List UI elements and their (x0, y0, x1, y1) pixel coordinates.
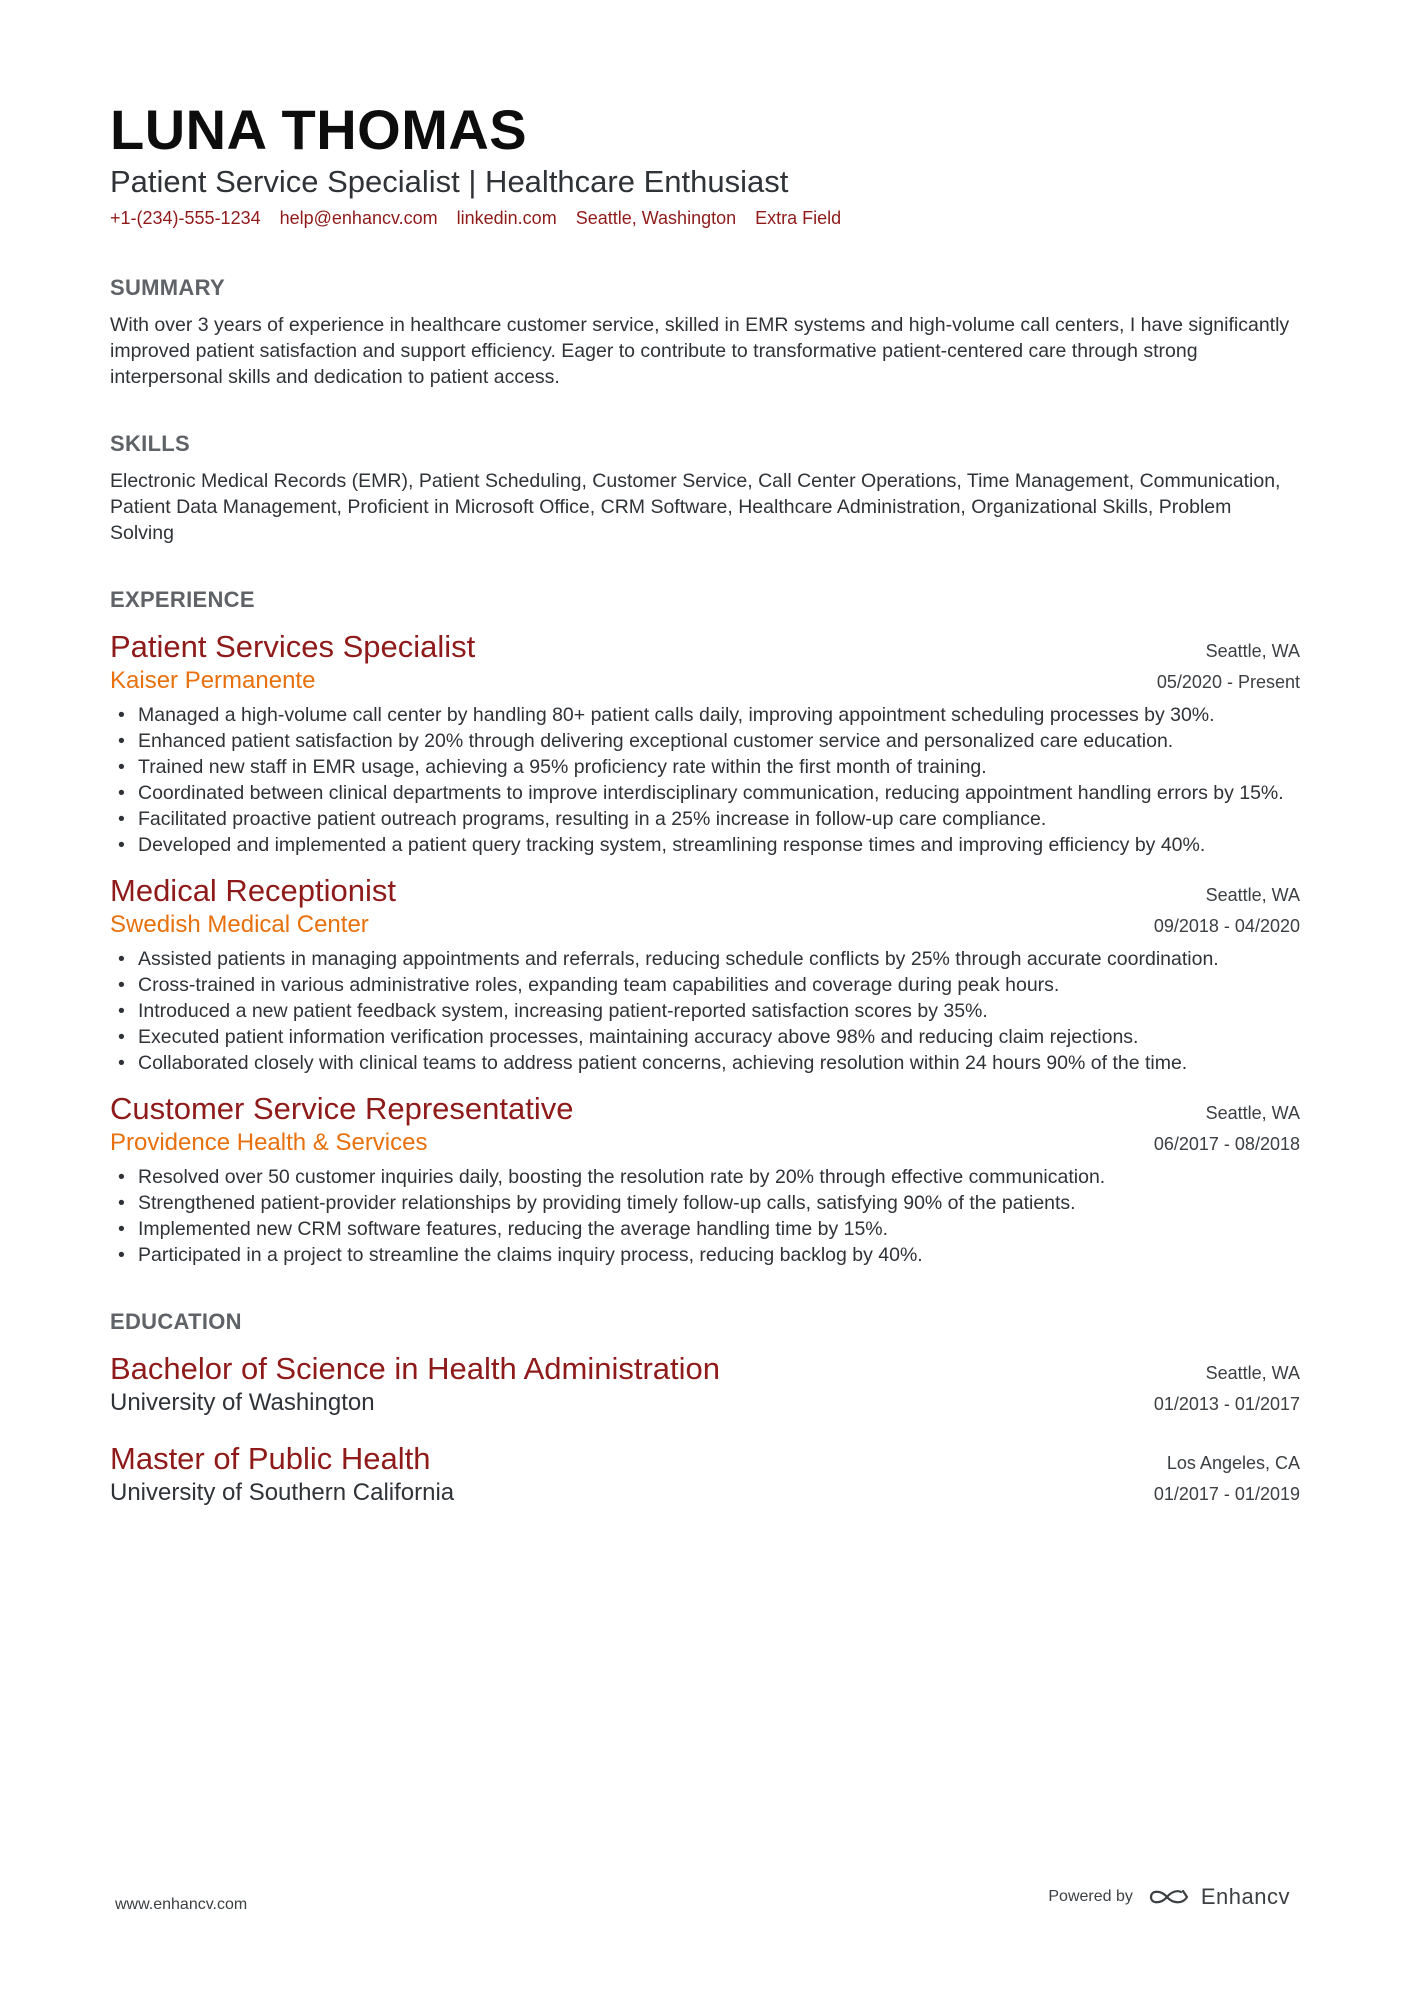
job-location: Seattle, WA (1205, 641, 1300, 661)
education-entry (110, 1350, 1300, 1418)
job-bullet: • Participated in a project to streamline the claims inquiry process, reducing backlog by 40%. (110, 1242, 1300, 1268)
job-bullet: • Coordinated between clinical departments to improve interdisciplinary communication, reducing appointment handling errors by 15%. (110, 780, 1300, 806)
skills-heading: SKILLS (110, 431, 191, 456)
job-bullet: • Resolved over 50 customer inquiries daily, boosting the resolution rate by 20% through effective communication. (110, 1164, 1300, 1190)
job-bullet: • Strengthened patient-provider relationships by providing timely follow-up calls, satisfying 90% of the patients. (110, 1190, 1300, 1216)
job-dates: 05/2020 - Present (1156, 672, 1300, 692)
footer-branding (1048, 1884, 1290, 1910)
enhancv-brand[interactable] (1147, 1884, 1290, 1910)
experience-entry (110, 872, 1300, 1076)
job-company: Providence Health & Services (110, 1129, 428, 1156)
skills-text: Electronic Medical Records (EMR), Patient Scheduling, Customer Service, Call Center Operations, Time Management, Communication, Patient Data Management, Proficient in Microsoft Office, CRM Software, Healthcare Administration, Organizational Skills, Problem Solving (110, 470, 1281, 544)
contact-extra-field: Extra Field (755, 208, 842, 228)
job-dates: 09/2018 - 04/2020 (1153, 916, 1300, 936)
job-role: Medical Receptionist (110, 873, 397, 908)
summary-heading: SUMMARY (110, 275, 225, 300)
education-location: Los Angeles, CA (1166, 1453, 1300, 1473)
job-company: Swedish Medical Center (110, 911, 369, 938)
job-bullets (110, 946, 1300, 1076)
job-location: Seattle, WA (1205, 1103, 1300, 1123)
job-location: Seattle, WA (1205, 885, 1300, 905)
candidate-title: Patient Service Specialist | Healthcare Enthusiast (110, 164, 789, 199)
experience-heading: EXPERIENCE (110, 587, 255, 612)
job-bullet: • Introduced a new patient feedback system, increasing patient-reported satisfaction scores by 35%. (110, 998, 1300, 1024)
enhancv-logo-icon (1147, 1885, 1193, 1909)
job-dates: 06/2017 - 08/2018 (1153, 1134, 1300, 1154)
contact-linkedin[interactable]: linkedin.com (456, 208, 557, 228)
education-entry (110, 1440, 1300, 1508)
contact-bar (110, 206, 1300, 230)
contact-email[interactable]: help@enhancv.com (279, 208, 438, 228)
experience-entry (110, 628, 1300, 858)
contact-phone[interactable]: +1-(234)-555-1234 (110, 208, 261, 228)
education-location: Seattle, WA (1205, 1363, 1300, 1383)
education-school: University of Southern California (110, 1479, 455, 1506)
education-heading: EDUCATION (110, 1309, 242, 1334)
candidate-name: LUNA THOMAS (110, 98, 528, 161)
job-bullet: • Executed patient information verification processes, maintaining accuracy above 98% and reducing claim rejections. (110, 1024, 1300, 1050)
job-bullet: • Managed a high-volume call center by handling 80+ patient calls daily, improving appointment scheduling processes by 30%. (110, 702, 1300, 728)
contact-location: Seattle, Washington (575, 208, 737, 228)
job-bullets (110, 1164, 1300, 1268)
summary-text: With over 3 years of experience in healthcare customer service, skilled in EMR systems and high-volume call centers, I have significantly improved patient satisfaction and support efficiency. Eager to contribute to transformative patient-centered care through strong interpersonal skills and dedication to patient access. (110, 314, 1290, 388)
job-bullet: • Cross-trained in various administrative roles, expanding team capabilities and coverage during peak hours. (110, 972, 1300, 998)
education-degree: Master of Public Health (110, 1441, 431, 1476)
education-degree: Bachelor of Science in Health Administration (110, 1351, 720, 1386)
job-bullet: • Facilitated proactive patient outreach programs, resulting in a 25% increase in follow-up care compliance. (110, 806, 1300, 832)
powered-by-label: Powered by (1048, 1888, 1133, 1905)
education-dates: 01/2017 - 01/2019 (1153, 1484, 1300, 1504)
education-school: University of Washington (110, 1389, 375, 1416)
job-bullet: • Implemented new CRM software features, reducing the average handling time by 15%. (110, 1216, 1300, 1242)
footer-website[interactable]: www.enhancv.com (115, 1896, 248, 1913)
job-role: Patient Services Specialist (110, 629, 476, 664)
job-bullet: • Trained new staff in EMR usage, achieving a 95% proficiency rate within the first month of training. (110, 754, 1300, 780)
job-bullet: • Developed and implemented a patient query tracking system, streamlining response times and improving efficiency by 40%. (110, 832, 1300, 858)
experience-entry (110, 1090, 1300, 1268)
job-role: Customer Service Representative (110, 1091, 574, 1126)
job-bullet: • Assisted patients in managing appointments and referrals, reducing schedule conflicts by 25% through accurate coordination. (110, 946, 1300, 972)
job-bullets (110, 702, 1300, 858)
education-dates: 01/2013 - 01/2017 (1153, 1394, 1300, 1414)
job-bullet: • Collaborated closely with clinical teams to address patient concerns, achieving resolution within 24 hours 90% of the time. (110, 1050, 1300, 1076)
job-company: Kaiser Permanente (110, 667, 316, 694)
job-bullet: • Enhanced patient satisfaction by 20% through delivering exceptional customer service and personalized care education. (110, 728, 1300, 754)
brand-name: Enhancv (1200, 1884, 1290, 1909)
